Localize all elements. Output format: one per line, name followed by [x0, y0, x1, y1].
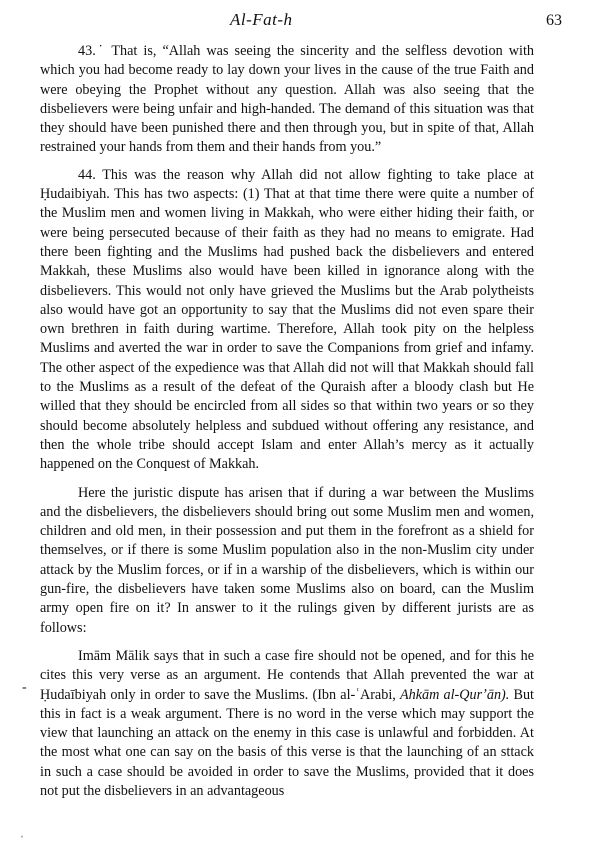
- page-number: 63: [546, 12, 562, 29]
- note-43-paragraph: 43.˙ That is, “Allah was seeing the sincerity and the selfless devotion with which you had become ready to lay down your lives in the cause of the true Faith and were obeying the Prophet without any question. Allah was also seeing that the disbelievers were being unfair and high-handed. The demand of this situation was that they should have been punished there and then through you, but in spite of that, Allah restrained your hands from them and their hands from you.”: [40, 43, 534, 156]
- imam-malik-text-part2: But this in fact is a weak argument. There is no word in the verse which may support the view that launching an attack on the enemy in this case is unlawful and forbidden. At the most what one can say on the basis of this verse is that the launching of an sttack in such a case should be avoided in order to save the Muslims, provided that it does not put the disbelievers in an advantageous: [40, 686, 535, 799]
- juristic-dispute-paragraph: Here the juristic dispute has arisen that if during a war between the Muslims and the disbelievers, the disbelievers should bring out some Muslim men and women, children and old men, in their possession and put them in the forefront as a shield for themselves, or if there is some Muslim population also in the non-Muslim city under attack by the Muslim forces, or if in a warship of the disbelievers, which is within our gun-fire, the disbelievers have taken some Muslims also on board, can the Muslim army open fire on it? In answer to it the rulings given by different jurists are as follows:: [40, 484, 534, 636]
- book-title-citation: Ahkām al-Qurʼān).: [399, 686, 510, 703]
- note-44-paragraph: 44. This was the reason why Allah did not allow fighting to take place at Ḥudaibiyah. This has two aspects: (1) That at that time there were quite a number of the Muslim men and women living in Makkah, who were either hiding their faith, or were being persecuted because of their faith as they had no means to emigrate. Had there been fighting and the Muslims had pushed back the disbelievers and entered Makkah, these Muslims also would have been killed in ignorance along with the disbelievers. This would not only have grieved the Muslims but the Arab polytheists also would have got an opportunity to say that the Muslims did not even spare their own brethren in faith during wartime. Therefore, Allah took pity on the helpless Muslims and averted the war in order to save the Companions from grief and infamy. The other aspect of the expedience was that Allah did not will that Makkah should fall to the Muslims as a result of the defeat of the Quraish after a bloody clash but He willed that they should be encircled from all sides so that within two years or so they should become absolutely helpless and subdued without offering any resistance, and then the whole tribe should accept Islam and enter Allah’s mercy as it actually happened on the Conquest of Makkah.: [40, 166, 534, 473]
- page-body: [40, 42, 534, 810]
- margin-dash-mark: -: [22, 680, 27, 695]
- imam-malik-text-part1: Imām Mālik says that in such a case fire should not be opened, and for this he cites this very verse as an argument. He contends that Allah prevented the war at Ḥudaībiyah only in order to save the Muslims. (Ibn al-ʿArabi,: [40, 647, 534, 703]
- margin-dot-mark: ˌ: [20, 824, 24, 838]
- running-header-title: Al-Fat-h: [230, 10, 293, 29]
- imam-malik-paragraph: [40, 647, 534, 801]
